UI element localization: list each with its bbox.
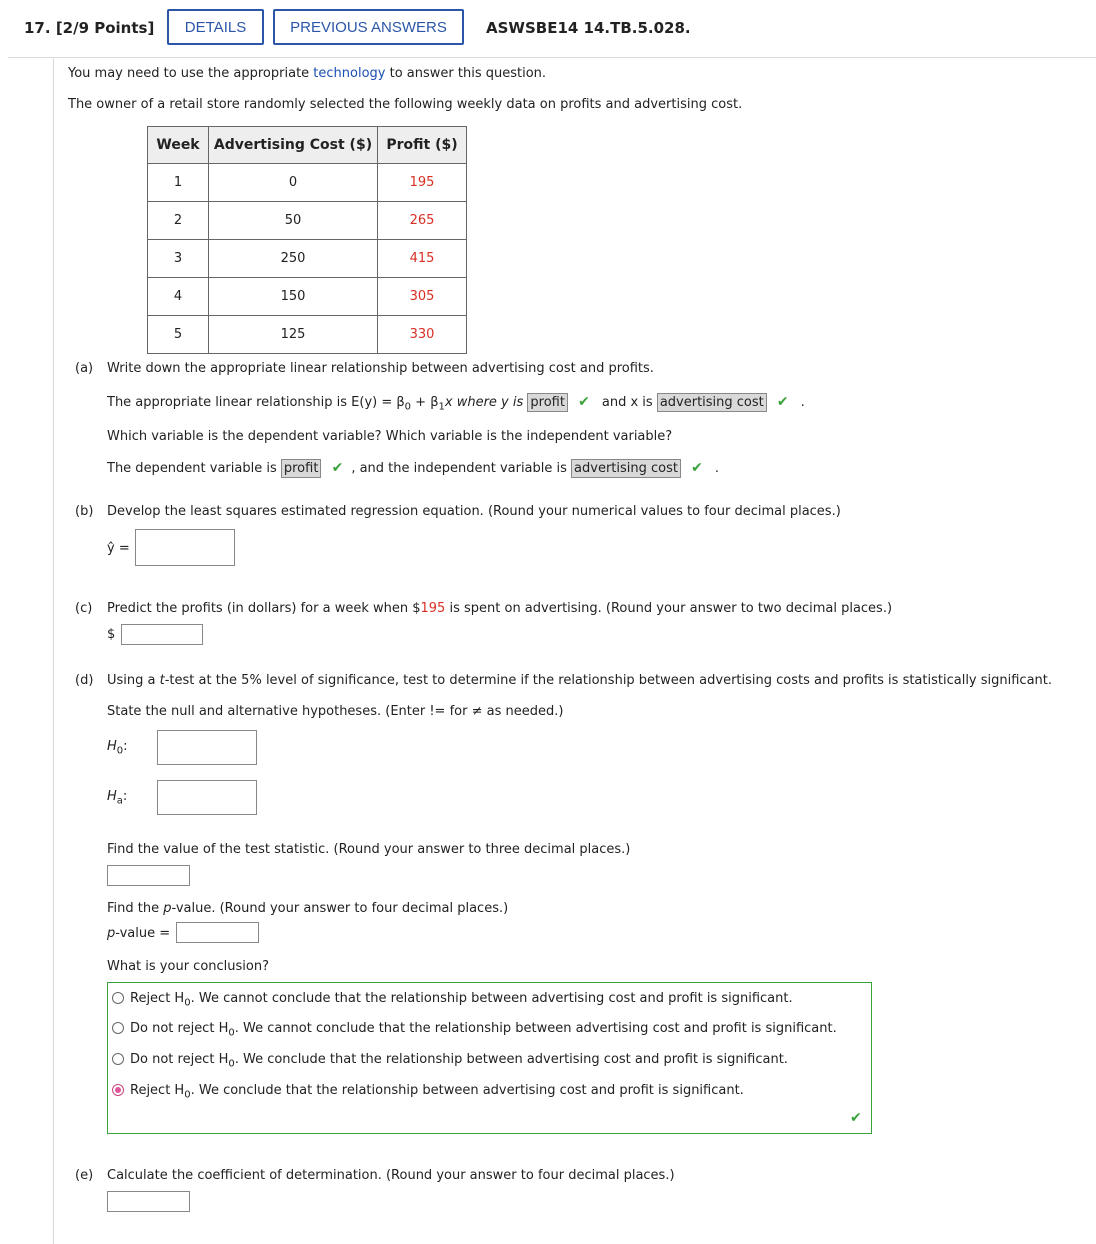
radio-button-selected[interactable] [112, 1084, 124, 1096]
regression-equation-input[interactable] [135, 529, 235, 566]
question-code: ASWSBE14 14.TB.5.028. [486, 19, 691, 37]
check-icon: ✔ [331, 460, 344, 476]
dependent-variable-line: The dependent variable is profit ✔ , and the independent variable is advertising cost ✔ . [107, 460, 720, 476]
yhat-label: ŷ = [107, 541, 130, 556]
predicted-profit-input[interactable] [121, 624, 203, 645]
cell-advertising-cost: 50 [209, 202, 378, 240]
header-profit: Profit ($) [378, 127, 467, 164]
conclusion-option[interactable]: Do not reject $H_0$. We cannot conclude that the relationship between advertising cost and profit is significant. [112, 1021, 837, 1039]
data-table [147, 126, 467, 354]
problem-statement: The owner of a retail store randomly selected the following weekly data on profits and advertising cost. [68, 97, 743, 112]
p-value-question: Find the p-value. (Round your answer to four decimal places.) [107, 901, 509, 916]
hypotheses-instruction: State the null and alternative hypotheses. (Enter != for ≠ as needed.) [107, 704, 564, 719]
cell-advertising-cost: 150 [209, 278, 378, 316]
part-c-label: (c) [75, 601, 93, 616]
cell-week: 4 [148, 278, 209, 316]
answer-y-variable[interactable]: profit [527, 393, 568, 412]
p-value-input[interactable] [176, 922, 259, 943]
part-e-label: (e) [75, 1168, 94, 1183]
technology-link[interactable]: technology [313, 66, 386, 81]
dollar-sign: $ [107, 627, 116, 642]
table-row [148, 240, 467, 278]
test-statistic-input[interactable] [107, 865, 190, 886]
part-b-question: Develop the least squares estimated regression equation. (Round your numerical values to four decimal places.) [107, 504, 841, 519]
part-a-label: (a) [75, 361, 94, 376]
conclusion-option[interactable]: Do not reject $H_0$. We conclude that the relationship between advertising cost and profit is significant. [112, 1052, 788, 1070]
header-divider [8, 57, 1096, 58]
conclusion-option[interactable]: Reject $H_0$. We cannot conclude that the relationship between advertising cost and profit is significant. [112, 991, 793, 1009]
answer-dependent[interactable]: profit [281, 459, 322, 478]
cell-profit: 305 [378, 278, 467, 316]
radio-button[interactable] [112, 1053, 124, 1065]
part-d-question: Using a t-test at the 5% level of significance, test to determine if the relationship between advertising costs and profits is statistically significant. [107, 673, 1053, 688]
h0-label: $H_0$: [107, 739, 128, 757]
previous-answers-button[interactable]: PREVIOUS ANSWERS [273, 9, 464, 45]
table-row [148, 278, 467, 316]
part-a-question: Write down the appropriate linear relationship between advertising cost and profits. [107, 361, 654, 376]
radio-button[interactable] [112, 992, 124, 1004]
check-icon: ✔ [578, 394, 590, 410]
details-button[interactable]: DETAILS [167, 9, 264, 45]
cell-week: 3 [148, 240, 209, 278]
technology-note: You may need to use the appropriate technology to answer this question. [68, 66, 547, 81]
question-number: 17. [2/9 Points] [24, 19, 155, 37]
check-icon: ✔ [776, 394, 789, 410]
part-e-question: Calculate the coefficient of determination. (Round your answer to four decimal places.) [107, 1168, 675, 1183]
ha-label: $H_a$: [107, 789, 128, 807]
part-b-label: (b) [75, 504, 94, 519]
check-icon: ✔ [850, 1110, 862, 1126]
answer-independent[interactable]: advertising cost [571, 459, 681, 478]
cell-advertising-cost: 125 [209, 316, 378, 354]
cell-week: 2 [148, 202, 209, 240]
left-margin-rule [53, 58, 54, 1244]
header-week: Week [148, 127, 209, 164]
null-hypothesis-input[interactable] [157, 730, 257, 765]
table-row [148, 202, 467, 240]
cell-profit: 415 [378, 240, 467, 278]
cell-profit: 195 [378, 164, 467, 202]
part-c-question: Predict the profits (in dollars) for a week when $195 is spent on advertising. (Round your answer to two decimal places.) [107, 601, 893, 616]
part-a-question2: Which variable is the dependent variable? Which variable is the independent variable? [107, 429, 673, 444]
cell-profit: 330 [378, 316, 467, 354]
cell-week: 5 [148, 316, 209, 354]
cell-advertising-cost: 0 [209, 164, 378, 202]
alternative-hypothesis-input[interactable] [157, 780, 257, 815]
conclusion-option-selected[interactable]: Reject $H_0$. We conclude that the relationship between advertising cost and profit is significant. [112, 1083, 744, 1101]
part-d-label: (d) [75, 673, 94, 688]
coefficient-of-determination-input[interactable] [107, 1191, 190, 1212]
check-icon: ✔ [691, 460, 703, 476]
p-value-label: p-value = [107, 926, 171, 941]
cell-profit: 265 [378, 202, 467, 240]
cell-advertising-cost: 250 [209, 240, 378, 278]
table-row [148, 164, 467, 202]
header-advertising-cost: Advertising Cost ($) [209, 127, 378, 164]
cell-week: 1 [148, 164, 209, 202]
linear-relationship-line: The appropriate linear relationship is $E(y) = \beta_0 + \beta_1x$ where y is profit ✔ and x is advertising cost ✔ . [107, 394, 805, 413]
radio-button[interactable] [112, 1022, 124, 1034]
answer-x-variable[interactable]: advertising cost [657, 393, 767, 412]
test-statistic-question: Find the value of the test statistic. (Round your answer to three decimal places.) [107, 842, 631, 857]
table-header-row [148, 127, 467, 164]
table-row [148, 316, 467, 354]
conclusion-question: What is your conclusion? [107, 959, 269, 974]
